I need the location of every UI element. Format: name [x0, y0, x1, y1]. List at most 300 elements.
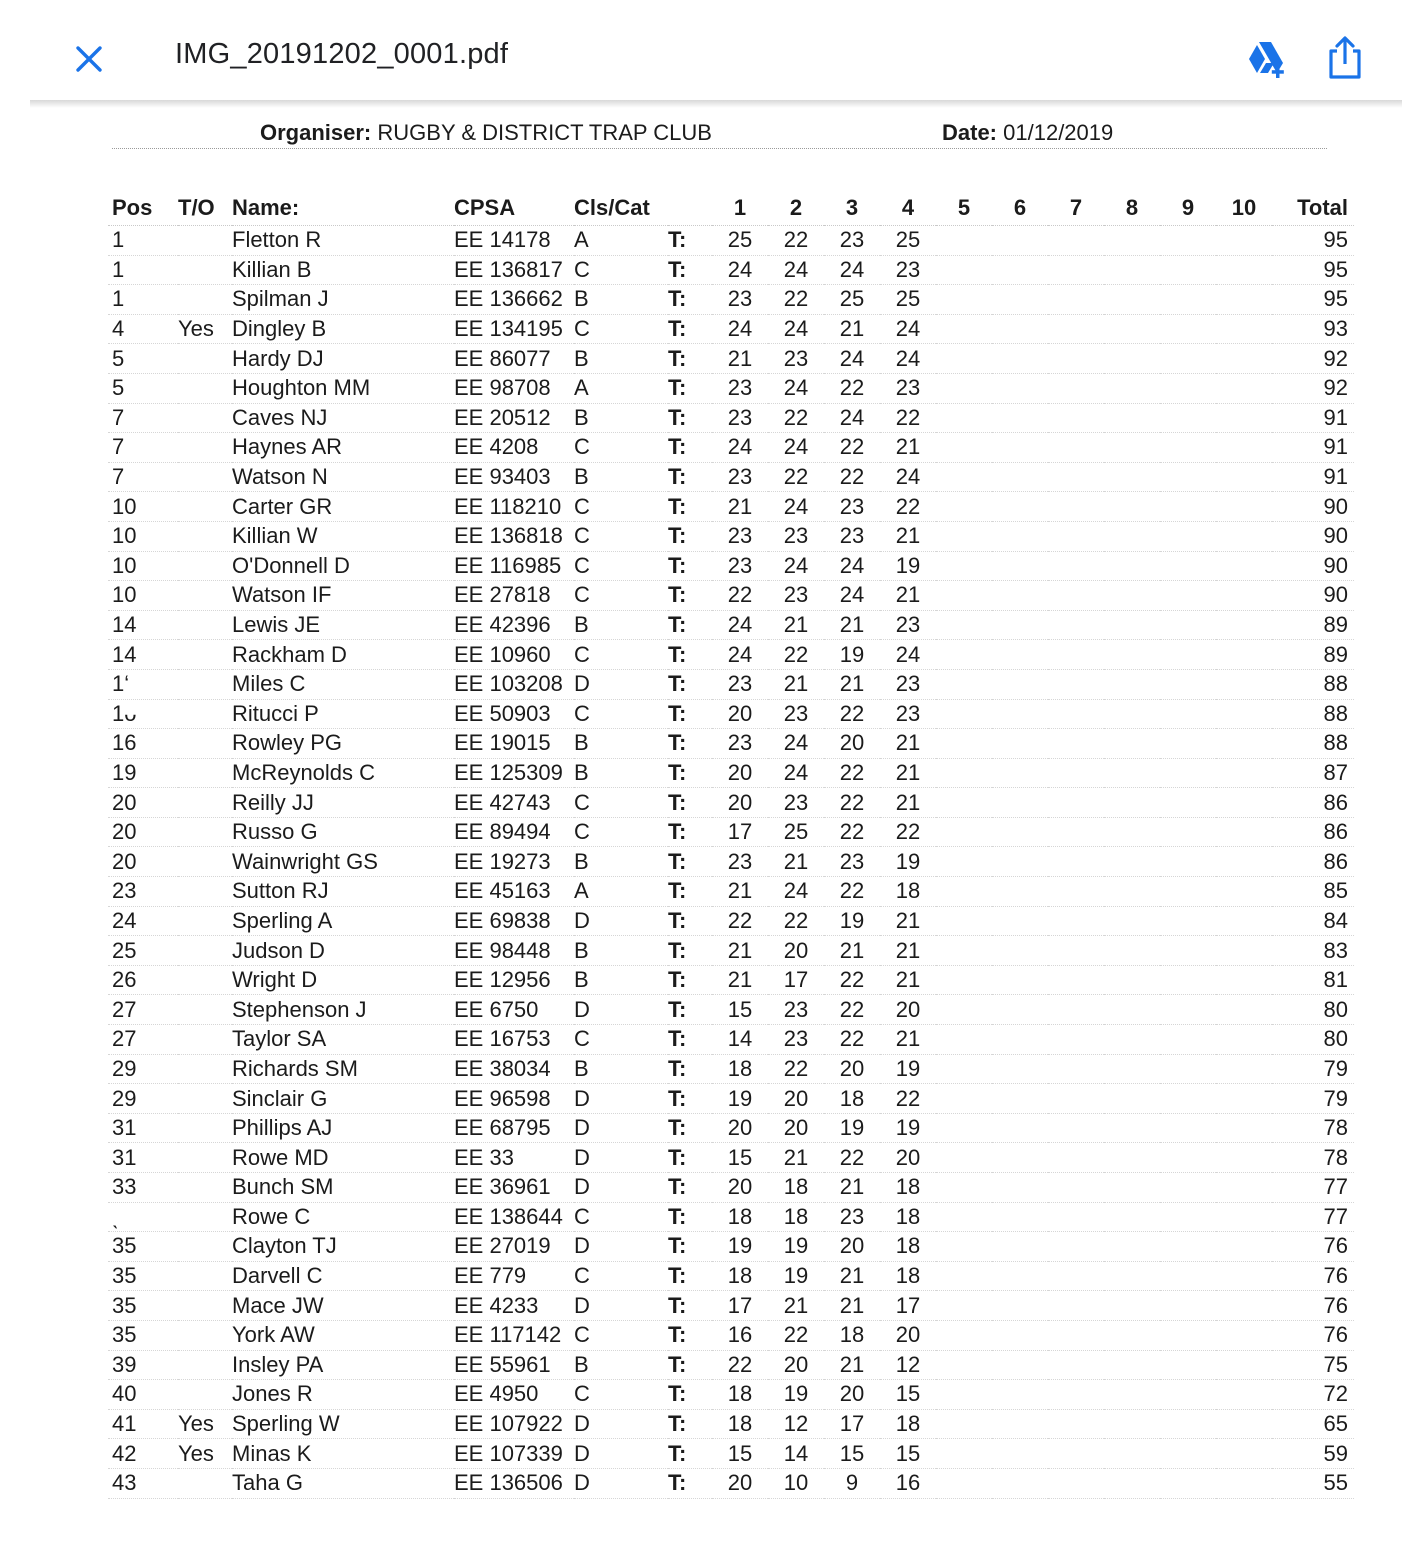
cell-pos: 41	[108, 1409, 178, 1439]
cell-round-5	[936, 344, 992, 374]
cell-round-10	[1216, 906, 1272, 936]
cell-round-10	[1216, 1261, 1272, 1291]
cell-round-2: 23	[768, 1025, 824, 1055]
cell-round-4: 18	[880, 1261, 936, 1291]
col-round-7: 7	[1048, 191, 1104, 226]
cell-round-9	[1160, 995, 1216, 1025]
cell-round-6	[992, 1202, 1048, 1232]
cell-round-1: 21	[712, 877, 768, 907]
cell-round-9	[1160, 373, 1216, 403]
table-row	[108, 1261, 1354, 1291]
cell-round-7	[1048, 492, 1104, 522]
cell-round-7	[1048, 1054, 1104, 1084]
cell-round-10	[1216, 581, 1272, 611]
cell-round-4: 21	[880, 581, 936, 611]
cell-total: 75	[1272, 1350, 1354, 1380]
cell-round-6	[992, 1232, 1048, 1262]
cell-round-8	[1104, 373, 1160, 403]
cell-round-9	[1160, 551, 1216, 581]
cell-name: Rackham D	[232, 640, 454, 670]
cell-round-6	[992, 462, 1048, 492]
cell-round-2: 18	[768, 1202, 824, 1232]
cell-round-4: 18	[880, 1173, 936, 1203]
cell-round-3: 21	[824, 314, 880, 344]
cell-round-7	[1048, 1084, 1104, 1114]
cell-round-1: 22	[712, 906, 768, 936]
cell-type: T:	[668, 995, 712, 1025]
cell-pos: 1‘	[108, 669, 178, 699]
cell-round-10	[1216, 1054, 1272, 1084]
cell-round-2: 23	[768, 788, 824, 818]
cell-round-8	[1104, 1113, 1160, 1143]
cell-type: T:	[668, 669, 712, 699]
cell-type: T:	[668, 1261, 712, 1291]
cell-round-6	[992, 699, 1048, 729]
cell-type: T:	[668, 551, 712, 581]
cell-round-9	[1160, 1202, 1216, 1232]
cell-round-9	[1160, 729, 1216, 759]
cell-class: C	[574, 433, 668, 463]
cell-round-8	[1104, 1439, 1160, 1469]
cell-class: D	[574, 906, 668, 936]
table-row	[108, 906, 1354, 936]
cell-round-8	[1104, 847, 1160, 877]
cell-round-2: 22	[768, 226, 824, 256]
cell-round-10	[1216, 1320, 1272, 1350]
cell-round-9	[1160, 965, 1216, 995]
cell-round-9	[1160, 877, 1216, 907]
cell-class: D	[574, 1113, 668, 1143]
cell-total: 86	[1272, 817, 1354, 847]
cell-round-6	[992, 965, 1048, 995]
cell-cpsa: EE 42396	[454, 610, 574, 640]
cell-round-9	[1160, 1320, 1216, 1350]
cell-total: 80	[1272, 1025, 1354, 1055]
cell-name: Mace JW	[232, 1291, 454, 1321]
cell-class: C	[574, 1261, 668, 1291]
cell-cpsa: EE 125309	[454, 758, 574, 788]
cell-pos: 5	[108, 344, 178, 374]
cell-round-5	[936, 373, 992, 403]
cell-total: 92	[1272, 373, 1354, 403]
cell-round-8	[1104, 817, 1160, 847]
table-row	[108, 344, 1354, 374]
cell-name: Sperling A	[232, 906, 454, 936]
cell-round-7	[1048, 877, 1104, 907]
cell-round-3: 22	[824, 788, 880, 818]
cell-round-8	[1104, 255, 1160, 285]
cell-round-10	[1216, 1291, 1272, 1321]
cell-round-6	[992, 758, 1048, 788]
cell-round-7	[1048, 1143, 1104, 1173]
table-row	[108, 758, 1354, 788]
cell-round-2: 19	[768, 1232, 824, 1262]
cell-total: 90	[1272, 581, 1354, 611]
cell-round-8	[1104, 699, 1160, 729]
table-row	[108, 699, 1354, 729]
cell-round-1: 18	[712, 1380, 768, 1410]
cell-round-5	[936, 788, 992, 818]
cell-pos: 23	[108, 877, 178, 907]
pdf-page[interactable]	[0, 96, 1415, 1536]
cell-round-3: 22	[824, 1143, 880, 1173]
table-row	[108, 1143, 1354, 1173]
cell-round-1: 23	[712, 521, 768, 551]
cell-round-6	[992, 1350, 1048, 1380]
cell-round-2: 23	[768, 344, 824, 374]
cell-round-5	[936, 462, 992, 492]
cell-round-4: 20	[880, 1320, 936, 1350]
cell-round-10	[1216, 669, 1272, 699]
cell-round-8	[1104, 1320, 1160, 1350]
cell-cpsa: EE 136817	[454, 255, 574, 285]
cell-round-4: 20	[880, 1143, 936, 1173]
cell-round-5	[936, 1261, 992, 1291]
cell-round-8	[1104, 1025, 1160, 1055]
cell-round-1: 20	[712, 1173, 768, 1203]
cell-total: 89	[1272, 610, 1354, 640]
col-cls: Cls/Cat	[574, 191, 668, 226]
cell-class: D	[574, 1409, 668, 1439]
cell-round-10	[1216, 551, 1272, 581]
cell-round-3: 24	[824, 581, 880, 611]
cell-cpsa: EE 136662	[454, 285, 574, 315]
col-round-4: 4	[880, 191, 936, 226]
col-round-5: 5	[936, 191, 992, 226]
cell-round-3: 19	[824, 906, 880, 936]
add-to-drive-button[interactable]	[1243, 36, 1289, 82]
cell-round-5	[936, 581, 992, 611]
cell-name: Rowe C	[232, 1202, 454, 1232]
cell-round-4: 21	[880, 729, 936, 759]
table-row	[108, 255, 1354, 285]
cell-round-8	[1104, 462, 1160, 492]
cell-type: T:	[668, 1291, 712, 1321]
cell-pos: 1	[108, 226, 178, 256]
table-row	[108, 729, 1354, 759]
cell-round-4: 19	[880, 1054, 936, 1084]
cell-round-6	[992, 1409, 1048, 1439]
cell-round-4: 19	[880, 551, 936, 581]
cell-round-3: 22	[824, 433, 880, 463]
cell-round-9	[1160, 1054, 1216, 1084]
cell-round-4: 21	[880, 906, 936, 936]
cell-round-4: 18	[880, 1409, 936, 1439]
table-row	[108, 226, 1354, 256]
cell-round-2: 23	[768, 521, 824, 551]
cell-cpsa: EE 136818	[454, 521, 574, 551]
cell-round-10	[1216, 1025, 1272, 1055]
cell-round-7	[1048, 403, 1104, 433]
cell-round-6	[992, 877, 1048, 907]
cell-round-10	[1216, 1143, 1272, 1173]
cell-round-2: 24	[768, 729, 824, 759]
cell-to	[178, 551, 232, 581]
cell-class: C	[574, 581, 668, 611]
cell-round-7	[1048, 995, 1104, 1025]
cell-round-3: 23	[824, 492, 880, 522]
cell-round-1: 22	[712, 1350, 768, 1380]
cell-round-1: 21	[712, 965, 768, 995]
col-round-8: 8	[1104, 191, 1160, 226]
cell-round-1: 20	[712, 1113, 768, 1143]
cell-round-8	[1104, 995, 1160, 1025]
cell-class: C	[574, 255, 668, 285]
col-name: Name:	[232, 191, 454, 226]
cell-round-9	[1160, 1468, 1216, 1498]
cell-type: T:	[668, 521, 712, 551]
cell-round-10	[1216, 403, 1272, 433]
cell-total: 95	[1272, 255, 1354, 285]
cell-round-7	[1048, 1320, 1104, 1350]
cell-round-7	[1048, 906, 1104, 936]
cell-class: C	[574, 817, 668, 847]
cell-round-1: 24	[712, 255, 768, 285]
cell-round-9	[1160, 285, 1216, 315]
table-row	[108, 995, 1354, 1025]
organiser-value: RUGBY & DISTRICT TRAP CLUB	[377, 120, 712, 145]
cell-to	[178, 1291, 232, 1321]
cell-round-5	[936, 1439, 992, 1469]
col-round-9: 9	[1160, 191, 1216, 226]
cell-round-5	[936, 610, 992, 640]
cell-class: C	[574, 640, 668, 670]
cell-to	[178, 255, 232, 285]
cell-round-6	[992, 729, 1048, 759]
cell-round-6	[992, 373, 1048, 403]
cell-round-3: 22	[824, 877, 880, 907]
cell-round-6	[992, 1113, 1048, 1143]
cell-cpsa: EE 116985	[454, 551, 574, 581]
close-button[interactable]	[66, 36, 112, 82]
cell-type: T:	[668, 462, 712, 492]
cell-round-5	[936, 1380, 992, 1410]
cell-type: T:	[668, 373, 712, 403]
cell-round-1: 18	[712, 1261, 768, 1291]
cell-name: Richards SM	[232, 1054, 454, 1084]
col-total: Total	[1272, 191, 1354, 226]
cell-round-9	[1160, 1232, 1216, 1262]
app-bar	[0, 0, 1415, 100]
cell-total: 79	[1272, 1054, 1354, 1084]
cell-class: C	[574, 551, 668, 581]
col-pos: Pos	[108, 191, 178, 226]
cell-round-2: 24	[768, 373, 824, 403]
cell-round-3: 21	[824, 610, 880, 640]
cell-pos: 16	[108, 729, 178, 759]
cell-round-7	[1048, 788, 1104, 818]
cell-round-6	[992, 344, 1048, 374]
share-button[interactable]	[1322, 33, 1368, 83]
cell-round-2: 20	[768, 936, 824, 966]
cell-to	[178, 1113, 232, 1143]
cell-round-4: 22	[880, 1084, 936, 1114]
cell-name: McReynolds C	[232, 758, 454, 788]
cell-cpsa: EE 136506	[454, 1468, 574, 1498]
cell-round-5	[936, 729, 992, 759]
cell-round-4: 22	[880, 492, 936, 522]
cell-pos: 14	[108, 640, 178, 670]
cell-round-6	[992, 255, 1048, 285]
cell-pos: 7	[108, 462, 178, 492]
cell-to	[178, 669, 232, 699]
cell-total: 77	[1272, 1173, 1354, 1203]
cell-round-1: 17	[712, 1291, 768, 1321]
cell-round-10	[1216, 877, 1272, 907]
cell-round-6	[992, 640, 1048, 670]
cell-round-3: 23	[824, 521, 880, 551]
cell-round-1: 15	[712, 995, 768, 1025]
cell-name: Carter GR	[232, 492, 454, 522]
cell-cpsa: EE 36961	[454, 1173, 574, 1203]
cell-round-6	[992, 1173, 1048, 1203]
cell-pos: 4	[108, 314, 178, 344]
cell-round-4: 24	[880, 344, 936, 374]
cell-pos: 10	[108, 551, 178, 581]
cell-pos: 35	[108, 1261, 178, 1291]
cell-to	[178, 403, 232, 433]
cell-round-8	[1104, 1202, 1160, 1232]
cell-round-1: 23	[712, 403, 768, 433]
cell-round-2: 24	[768, 314, 824, 344]
cell-round-3: 19	[824, 640, 880, 670]
cell-round-1: 23	[712, 285, 768, 315]
cell-round-3: 22	[824, 817, 880, 847]
cell-round-7	[1048, 462, 1104, 492]
cell-round-10	[1216, 1113, 1272, 1143]
cell-pos: 10	[108, 581, 178, 611]
cell-round-7	[1048, 344, 1104, 374]
cell-round-7	[1048, 1232, 1104, 1262]
cell-round-3: 24	[824, 344, 880, 374]
table-row	[108, 640, 1354, 670]
cell-round-7	[1048, 314, 1104, 344]
cell-round-10	[1216, 314, 1272, 344]
cell-round-5	[936, 669, 992, 699]
cell-round-5	[936, 226, 992, 256]
cell-round-10	[1216, 226, 1272, 256]
cell-round-9	[1160, 1025, 1216, 1055]
cell-round-2: 23	[768, 699, 824, 729]
table-row	[108, 492, 1354, 522]
cell-cpsa: EE 27818	[454, 581, 574, 611]
cell-round-6	[992, 788, 1048, 818]
cell-round-2: 25	[768, 817, 824, 847]
cell-pos: 24	[108, 906, 178, 936]
cell-round-4: 24	[880, 314, 936, 344]
cell-class: A	[574, 877, 668, 907]
cell-round-4: 19	[880, 847, 936, 877]
cell-class: B	[574, 847, 668, 877]
cell-round-5	[936, 995, 992, 1025]
cell-round-2: 21	[768, 1291, 824, 1321]
cell-round-10	[1216, 995, 1272, 1025]
cell-class: D	[574, 1084, 668, 1114]
cell-total: 90	[1272, 521, 1354, 551]
cell-total: 72	[1272, 1380, 1354, 1410]
col-to: T/O	[178, 191, 232, 226]
cell-cpsa: EE 4208	[454, 433, 574, 463]
cell-round-4: 24	[880, 640, 936, 670]
cell-round-8	[1104, 965, 1160, 995]
cell-round-4: 12	[880, 1350, 936, 1380]
cell-round-5	[936, 1409, 992, 1439]
cell-round-6	[992, 314, 1048, 344]
cell-class: C	[574, 521, 668, 551]
cell-round-5	[936, 936, 992, 966]
cell-total: 93	[1272, 314, 1354, 344]
cell-total: 76	[1272, 1320, 1354, 1350]
cell-cpsa: EE 55961	[454, 1350, 574, 1380]
cell-round-1: 15	[712, 1439, 768, 1469]
cell-round-9	[1160, 817, 1216, 847]
cell-total: 88	[1272, 669, 1354, 699]
table-row	[108, 936, 1354, 966]
cell-pos: 25	[108, 936, 178, 966]
cell-round-6	[992, 995, 1048, 1025]
cell-class: C	[574, 1320, 668, 1350]
table-row	[108, 1232, 1354, 1262]
cell-round-2: 18	[768, 1173, 824, 1203]
cell-round-9	[1160, 226, 1216, 256]
cell-round-2: 19	[768, 1261, 824, 1291]
cell-round-8	[1104, 551, 1160, 581]
cell-round-10	[1216, 373, 1272, 403]
cell-cpsa: EE 42743	[454, 788, 574, 818]
cell-class: C	[574, 699, 668, 729]
cell-round-8	[1104, 492, 1160, 522]
table-row	[108, 877, 1354, 907]
cell-round-4: 24	[880, 462, 936, 492]
cell-total: 95	[1272, 226, 1354, 256]
cell-round-3: 20	[824, 1232, 880, 1262]
cell-round-5	[936, 285, 992, 315]
cell-round-6	[992, 936, 1048, 966]
cell-round-10	[1216, 610, 1272, 640]
cell-to	[178, 1320, 232, 1350]
cell-pos: 27	[108, 1025, 178, 1055]
cell-round-7	[1048, 1113, 1104, 1143]
cell-total: 90	[1272, 492, 1354, 522]
cell-round-5	[936, 1202, 992, 1232]
header-divider	[112, 148, 1327, 149]
cell-round-1: 18	[712, 1409, 768, 1439]
cell-round-9	[1160, 255, 1216, 285]
table-row	[108, 1439, 1354, 1469]
cell-round-9	[1160, 1084, 1216, 1114]
cell-round-9	[1160, 344, 1216, 374]
cell-round-9	[1160, 492, 1216, 522]
cell-round-6	[992, 1439, 1048, 1469]
cell-name: Sutton RJ	[232, 877, 454, 907]
cell-round-4: 21	[880, 433, 936, 463]
cell-round-1: 23	[712, 729, 768, 759]
results-table	[108, 191, 1354, 1499]
cell-round-4: 22	[880, 817, 936, 847]
cell-round-5	[936, 1291, 992, 1321]
cell-class: D	[574, 1143, 668, 1173]
cell-round-9	[1160, 1143, 1216, 1173]
cell-class: D	[574, 1232, 668, 1262]
cell-round-2: 23	[768, 581, 824, 611]
cell-round-2: 22	[768, 640, 824, 670]
cell-round-5	[936, 1320, 992, 1350]
cell-round-6	[992, 1261, 1048, 1291]
cell-name: York AW	[232, 1320, 454, 1350]
cell-total: 84	[1272, 906, 1354, 936]
cell-round-7	[1048, 373, 1104, 403]
cell-round-7	[1048, 551, 1104, 581]
